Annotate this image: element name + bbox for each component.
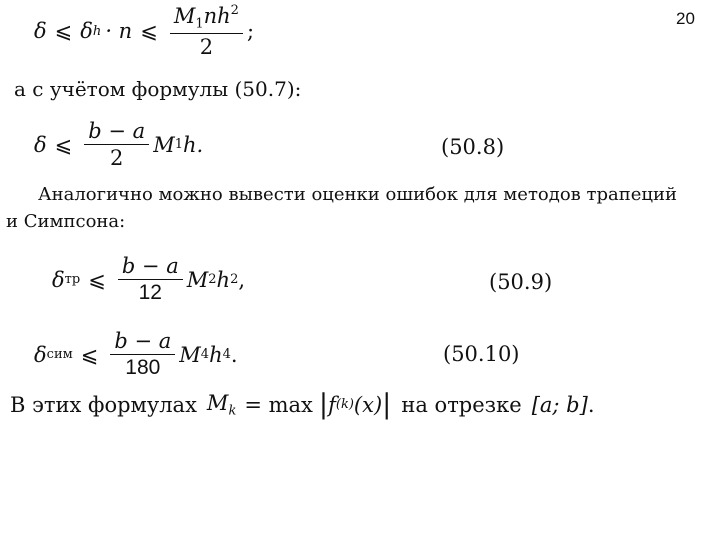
m-symbol: M bbox=[186, 267, 209, 292]
m-subscript: 1 bbox=[174, 137, 183, 153]
equation-number-50-10: (50.10) bbox=[443, 342, 520, 366]
m-symbol: M bbox=[153, 132, 175, 157]
h-symbol: h bbox=[209, 342, 223, 367]
fraction-b-a-over-180 bbox=[110, 330, 175, 379]
intro-text: а с учётом формулы (50.7): bbox=[14, 77, 302, 101]
formula-delta-bound bbox=[34, 4, 254, 58]
le-sign: ⩽ bbox=[80, 342, 99, 367]
delta-symbol: δ bbox=[34, 19, 47, 44]
paragraph-line-2: и Симпсона: bbox=[6, 211, 126, 232]
fraction-mnh2-over-2 bbox=[170, 4, 243, 58]
fraction-numerator: b − a bbox=[110, 330, 175, 355]
page-number: 20 bbox=[676, 9, 695, 28]
equals-max: = max bbox=[244, 392, 313, 417]
final-line-prefix: В этих формулах bbox=[10, 392, 197, 417]
delta-h-symbol: δ bbox=[80, 19, 93, 44]
le-sign: ⩽ bbox=[88, 267, 106, 292]
fraction-denominator: 12 bbox=[138, 281, 162, 305]
m-symbol: M bbox=[179, 342, 201, 367]
f-symbol: f bbox=[328, 392, 336, 417]
paragraph-line-1: Аналогично можно вывести оценки ошибок для методов трапеций bbox=[38, 184, 677, 205]
interval: [a; b] bbox=[531, 392, 588, 417]
delta-symbol: δ bbox=[34, 342, 47, 367]
formula-50-10 bbox=[34, 330, 238, 379]
fraction-b-a-over-2 bbox=[84, 120, 149, 169]
fraction-denominator: 180 bbox=[125, 356, 161, 380]
formula-trail: , bbox=[238, 267, 246, 292]
mk-expression: $M_k$ bbox=[206, 390, 237, 419]
delta-symbol: δ bbox=[34, 132, 47, 157]
le-sign-2: ⩽ bbox=[140, 19, 158, 44]
delta-subscript-tr: тр bbox=[64, 272, 81, 288]
formula-50-8 bbox=[34, 120, 203, 169]
equation-number-50-9: (50.9) bbox=[489, 270, 553, 294]
abs-bar-close: | bbox=[382, 389, 392, 420]
formula-trail: . bbox=[230, 342, 238, 367]
f-superscript: (k) bbox=[335, 397, 354, 412]
delta-subscript-sim: сим bbox=[46, 347, 73, 363]
m-subscript: 4 bbox=[200, 347, 210, 363]
h-symbol: h bbox=[216, 267, 231, 292]
fraction-denominator: 2 bbox=[110, 146, 124, 171]
le-sign: ⩽ bbox=[54, 132, 73, 157]
fraction-numerator: b − a bbox=[84, 120, 149, 145]
final-line-end: . bbox=[587, 392, 595, 417]
h-superscript: 2 bbox=[230, 272, 239, 288]
h-rest: h. bbox=[182, 132, 204, 157]
delta-symbol: δ bbox=[52, 267, 65, 292]
formula-50-9 bbox=[52, 255, 245, 304]
f-argument: (x) bbox=[353, 392, 383, 417]
formula-trail: ; bbox=[246, 19, 255, 44]
final-line bbox=[10, 389, 595, 420]
fraction-numerator: b − a bbox=[118, 255, 183, 280]
fraction-numerator: $M_1nh^2$ bbox=[170, 4, 243, 34]
m-subscript: 2 bbox=[208, 272, 217, 288]
fraction-denominator: 2 bbox=[199, 35, 214, 60]
le-sign: ⩽ bbox=[54, 19, 73, 44]
final-line-middle: на отрезке bbox=[401, 392, 522, 417]
equation-number-50-8: (50.8) bbox=[441, 135, 505, 159]
dot-n: · n bbox=[105, 19, 133, 44]
h-superscript: 4 bbox=[222, 347, 231, 363]
delta-h-subscript: h bbox=[92, 23, 102, 39]
abs-bar-open: | bbox=[318, 389, 329, 420]
fraction-b-a-over-12 bbox=[118, 255, 183, 304]
